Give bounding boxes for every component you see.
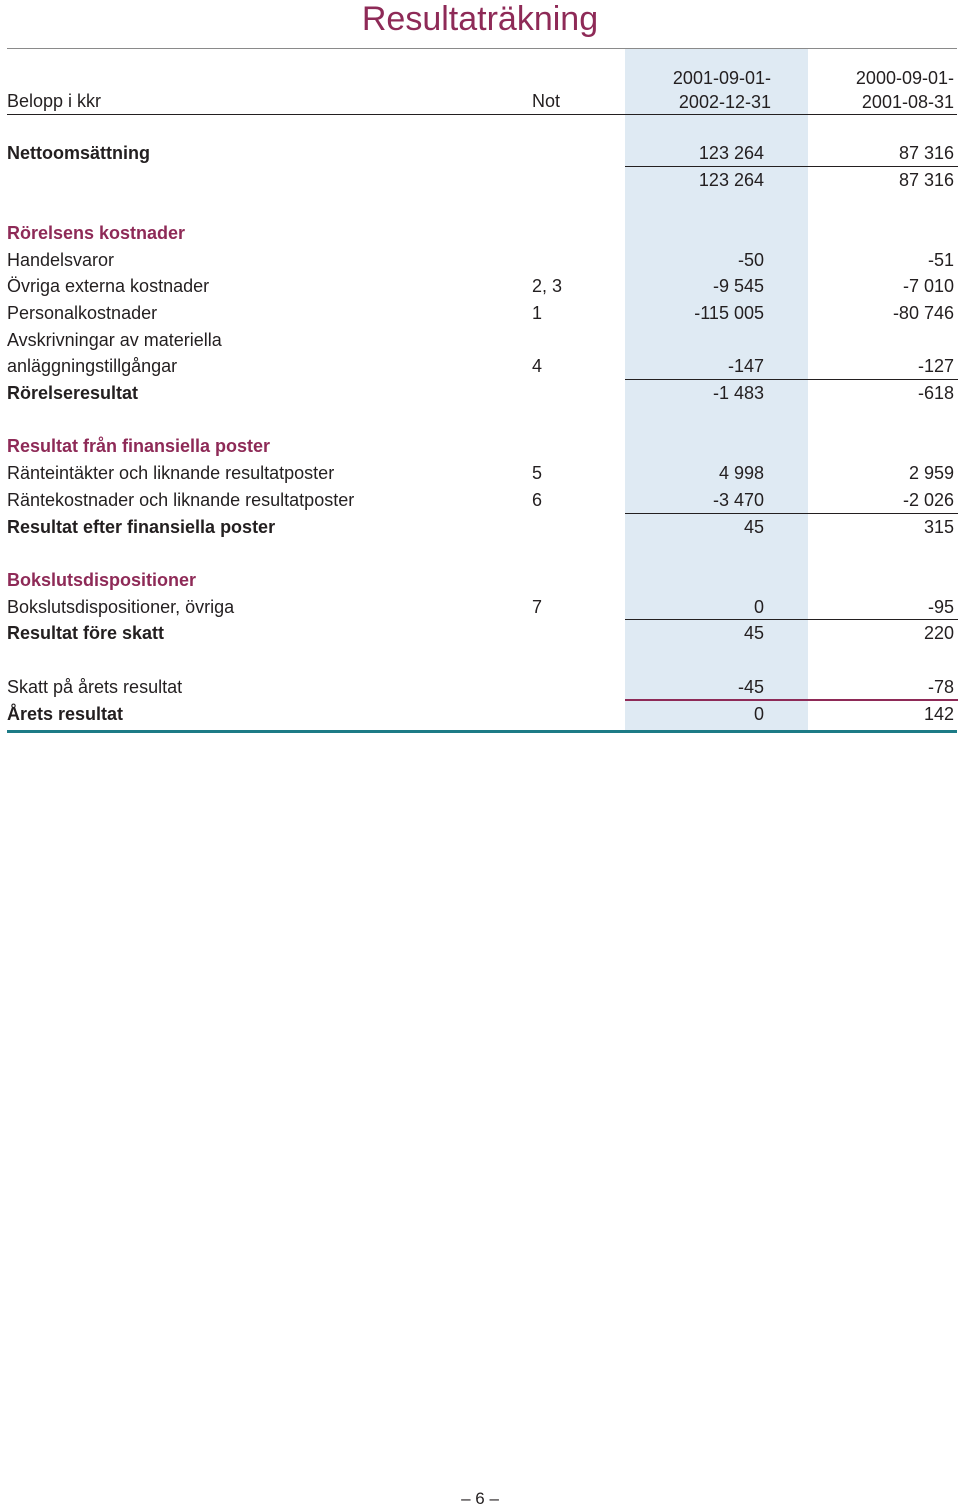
page-number: – 6 – [461,1489,499,1508]
table-bottom-rule [7,730,957,733]
row-label: Resultat före skatt [7,623,165,643]
row-personnel-costs [0,300,960,326]
row-operating-result [0,380,960,406]
row-other-external-costs [0,273,960,299]
section-heading-appropriations [0,567,960,593]
header-period-current-end: 2002-12-31 [678,92,771,112]
header-divider [7,114,957,115]
row-value-previous: -80 746 [892,303,954,323]
page-title: Resultaträkning [361,0,599,38]
row-value-previous: 87 316 [898,170,954,190]
row-value-current: -50 [737,250,764,270]
row-net-sales-total [0,167,960,193]
row-label: Personalkostnader [7,303,158,323]
row-value-previous: 220 [923,623,954,643]
row-label: Nettoomsättning [7,143,150,163]
row-note: 7 [532,597,543,617]
row-label: Resultat efter finansiella poster [7,517,276,537]
row-value-previous: -7 010 [902,276,954,296]
row-tax [0,674,960,700]
row-value-current: 4 998 [718,463,764,483]
row-value-previous: -618 [917,383,954,403]
row-value-current: 0 [753,704,764,724]
section-label: Resultat från finansiella poster [7,436,271,456]
row-depreciation [0,353,960,379]
row-merchandise [0,247,960,273]
row-note: 4 [532,356,543,376]
row-value-previous: 2 959 [908,463,954,483]
row-label: Årets resultat [7,704,124,724]
header-amount-label: Belopp i kkr [7,91,102,111]
row-note: 6 [532,490,543,510]
row-value-current: -1 483 [712,383,764,403]
row-value-previous: 87 316 [898,143,954,163]
section-label: Bokslutsdispositioner [7,570,197,590]
row-value-previous: -78 [927,677,954,697]
row-value-current: -115 005 [694,303,764,323]
row-value-current: 45 [743,623,764,643]
row-label: Räntekostnader och liknande resultatposter [7,490,355,510]
row-label: Bokslutsdispositioner, övriga [7,597,235,617]
row-note: 2, 3 [532,276,563,296]
row-value-previous: 142 [923,704,954,724]
row-value-current: -45 [737,677,764,697]
row-note: 5 [532,463,543,483]
row-net-sales [0,140,960,166]
header-period-previous-end: 2001-08-31 [861,92,954,112]
row-value-current: -147 [727,356,764,376]
row-result-after-financial [0,514,960,540]
row-label: Handelsvaror [7,250,115,270]
row-value-current: -3 470 [712,490,764,510]
header-period-previous [808,66,954,114]
row-depreciation-line1 [0,327,960,353]
row-interest-expense [0,487,960,513]
section-label: Rörelsens kostnader [7,223,186,243]
row-value-previous: -127 [917,356,954,376]
header-period-current-start: 2001-09-01- [672,68,771,88]
row-value-previous: -95 [927,597,954,617]
row-label: Övriga externa kostnader [7,276,210,296]
row-appropriations-other [0,594,960,620]
row-label: Skatt på årets resultat [7,677,183,697]
section-heading-financial-items [0,433,960,459]
row-value-current: 123 264 [698,143,764,163]
row-label: Avskrivningar av materiella [7,330,222,350]
header-period-previous-start: 2000-09-01- [855,68,954,88]
row-value-current: 0 [753,597,764,617]
row-note: 1 [532,303,543,323]
top-divider [7,48,957,49]
row-value-current: -9 545 [712,276,764,296]
row-label: anläggningstillgångar [7,356,178,376]
row-label: Ränteintäkter och liknande resultatposter [7,463,335,483]
row-interest-income [0,460,960,486]
row-value-previous: -51 [927,250,954,270]
row-net-result [0,701,960,727]
row-value-current: 123 264 [698,170,764,190]
header-note-label: Not [532,91,561,111]
section-heading-operating-costs [0,220,960,246]
row-value-previous: -2 026 [902,490,954,510]
row-label: Rörelseresultat [7,383,139,403]
header-period-current [625,66,771,114]
row-value-previous: 315 [923,517,954,537]
row-value-current: 45 [743,517,764,537]
row-result-before-tax [0,620,960,646]
